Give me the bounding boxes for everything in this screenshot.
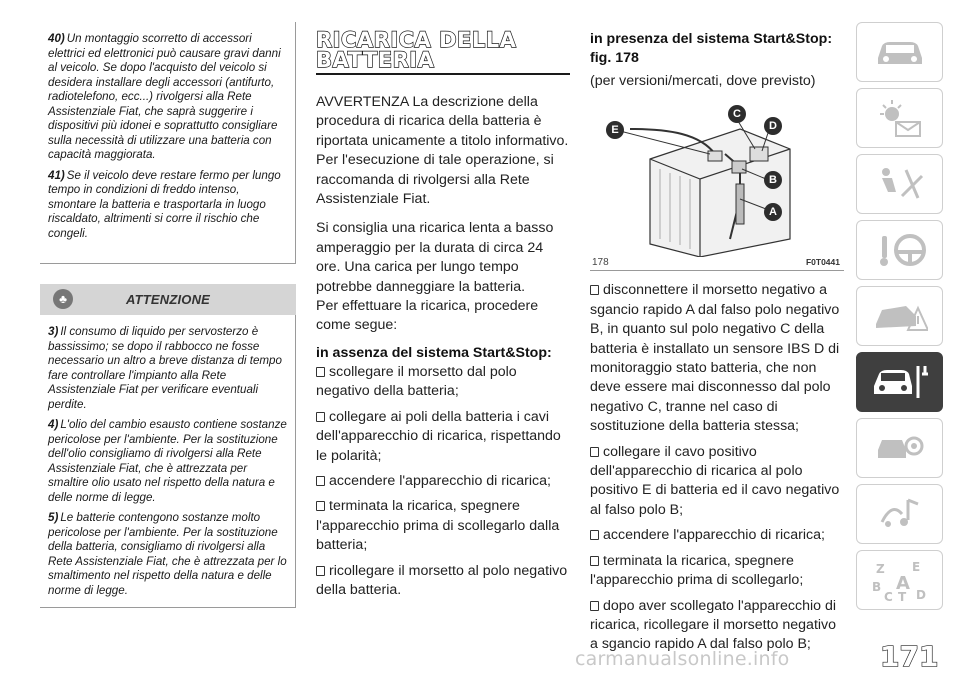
tab-warning-lights[interactable] bbox=[856, 88, 943, 148]
step-item: dopo aver scollegato l'apparecchio di ricarica, ricollegare il morsetto negativo a sgancio rapido A dal falso polo B; bbox=[590, 597, 837, 653]
checkbox-bullet-icon bbox=[316, 501, 325, 511]
svg-text:A: A bbox=[895, 573, 910, 594]
figure-number: 178 bbox=[592, 257, 609, 269]
tab-steering[interactable] bbox=[856, 220, 943, 280]
checkbox-bullet-icon bbox=[590, 530, 599, 540]
attention-note-5: 5) Le batterie contengono sostanze molto pericolose per l'ambiente. Per la sostituzione della batteria, consigliamo di rivolgersi alla Rete Assistenziale Fiat, che è attrezzata per lo smaltimento nel rispetto della natura e delle norme di legge. bbox=[48, 511, 287, 597]
svg-text:C: C bbox=[883, 590, 893, 603]
advice-paragraph: Si consiglia una ricarica lenta a basso amperaggio per la durata di circa 24 ore. Una carica per lungo tempo potrebbe danneggiare la batteria. bbox=[316, 220, 554, 295]
car-dashboard-icon bbox=[872, 32, 928, 72]
step-item: scollegare il morsetto dal polo negativo della batteria; bbox=[316, 363, 517, 400]
attention-note-4: 4) L'olio del cambio esausto contiene sostanze pericolose per l'ambiente. Per la sostituzione dell'olio consigliamo di rivolgersi alla Rete Assistenziale Fiat, che è attrezzata per smaltire olio usato nel rispetto della natura e delle norme di legge. bbox=[48, 418, 287, 504]
label-a: A bbox=[764, 203, 782, 221]
tab-car-maintenance[interactable] bbox=[856, 352, 943, 412]
step-item: disconnettere il morsetto negativo a sgancio rapido A dal falso polo negativo B, in quanto sul polo negativo C della batteria è installato un sensore IBS D di monitoraggio stato batteria, che non deve essere mai disconnesso dal polo negativo C, tranne nel caso di sostituzione della batteria stessa; bbox=[590, 282, 840, 435]
battery-illustration bbox=[590, 99, 844, 257]
environment-tree-icon: ♣ bbox=[53, 289, 73, 309]
section-title-line1: RICARICA DELLA bbox=[316, 28, 517, 52]
attention-box bbox=[40, 315, 296, 608]
tab-car-dashboard[interactable] bbox=[856, 22, 943, 82]
svg-text:Z: Z bbox=[875, 562, 885, 576]
checkbox-bullet-icon bbox=[590, 285, 599, 295]
svg-text:B: B bbox=[871, 580, 881, 594]
notes-box bbox=[40, 22, 296, 264]
label-d: D bbox=[764, 117, 782, 135]
svg-text:D: D bbox=[915, 588, 926, 602]
battery-figure bbox=[590, 99, 844, 257]
checkbox-bullet-icon bbox=[590, 447, 599, 457]
step-item: terminata la ricarica, spegnere l'apparecchio prima di scollegarlo dalla batteria; bbox=[316, 498, 560, 554]
right-column bbox=[590, 30, 846, 655]
title-divider bbox=[316, 73, 570, 75]
multimedia-icon bbox=[872, 492, 928, 536]
label-c: C bbox=[728, 105, 746, 123]
checkbox-bullet-icon bbox=[316, 566, 325, 576]
page-number: 171 bbox=[880, 640, 939, 673]
note-40: 40) Un montaggio scorretto di accessori elettrici ed elettronici può causare gravi danni al veicolo. Se dopo l'acquisto del veicolo si desidera installare degli accessori (antifurto, radiotelefono, ecc...) rivolgersi alla Rete Assistenziale Fiat, che saprà suggerire i dispositivi più idonei e soprattutto consigliare sulla necessità di utilizzare una batteria con capacità maggiorata. bbox=[48, 32, 281, 161]
step-item: collegare il cavo positivo dell'apparecchio di ricarica al polo positivo E di batteria ed il cavo negativo al falso polo B; bbox=[590, 443, 840, 518]
subhead-start-stop: in presenza del sistema Start&Stop: fig. 178 bbox=[590, 31, 833, 66]
watermark: carmanualsonline.info bbox=[575, 648, 790, 670]
attention-header bbox=[40, 284, 296, 315]
figure-caption bbox=[590, 257, 844, 271]
emergency-icon bbox=[872, 294, 928, 338]
checkbox-bullet-icon bbox=[316, 412, 325, 422]
step-item: ricollegare il morsetto al polo negativo della batteria. bbox=[316, 562, 568, 598]
step-item: accendere l'apparecchio di ricarica; bbox=[316, 472, 570, 491]
attention-note-3: 3) Il consumo di liquido per servosterzo è bassissimo; se dopo il rabbocco ne fosse necessario un altro a breve distanza di tempo fare controllare l'impianto alla Rete Assistenziale Fiat per verificare eventuali perdite. bbox=[48, 325, 282, 411]
steering-wheel-icon bbox=[872, 228, 928, 272]
checkbox-bullet-icon bbox=[590, 601, 599, 611]
warning-lights-icon bbox=[872, 96, 928, 140]
svg-text:T: T bbox=[897, 590, 906, 603]
checkbox-bullet-icon bbox=[316, 367, 325, 377]
svg-text:E: E bbox=[911, 560, 920, 574]
procedure-intro: Per effettuare la ricarica, procedere come segue: bbox=[316, 298, 539, 334]
step-item: collegare ai poli della batteria i cavi dell'apparecchio di ricarica, rispettando le polarità; bbox=[316, 408, 561, 464]
label-e: E bbox=[606, 121, 624, 139]
version-note: (per versioni/mercati, dove previsto) bbox=[590, 73, 816, 89]
tab-index[interactable] bbox=[856, 550, 943, 610]
step-item: terminata la ricarica, spegnere l'apparecchio prima di scollegarlo; bbox=[590, 552, 804, 589]
step-item: accendere l'apparecchio di ricarica; bbox=[590, 526, 846, 545]
index-alphabet-icon bbox=[870, 557, 930, 603]
warning-paragraph: AVVERTENZA La descrizione della procedura di ricarica della batteria è riportata unicamente a titolo informativo. Per l'esecuzione di tale operazione, si raccomanda di rivolgersi alla Rete Assistenziale Fiat. bbox=[316, 94, 569, 208]
chapter-tabs bbox=[856, 22, 943, 616]
subhead-no-start-stop: in assenza del sistema Start&Stop: bbox=[316, 344, 552, 361]
tab-safety[interactable] bbox=[856, 154, 943, 214]
technical-data-icon bbox=[872, 426, 928, 470]
note-41: 41) Se il veicolo deve restare fermo per lungo tempo in condizioni di freddo intenso, smontare la batteria e trasportarla in luogo riscaldato, altrimenti si corre il rischio che congeli. bbox=[48, 168, 281, 240]
tab-multimedia[interactable] bbox=[856, 484, 943, 544]
checkbox-bullet-icon bbox=[590, 556, 599, 566]
attention-title: ATTENZIONE bbox=[125, 292, 211, 307]
car-maintenance-icon bbox=[870, 360, 930, 404]
safety-airbag-icon bbox=[872, 162, 928, 206]
tab-technical-data[interactable] bbox=[856, 418, 943, 478]
label-b: B bbox=[764, 171, 782, 189]
section-title-line2: BATTERIA bbox=[316, 48, 435, 72]
tab-emergency[interactable] bbox=[856, 286, 943, 346]
figure-code: F0T0441 bbox=[805, 257, 840, 268]
middle-column bbox=[316, 30, 570, 600]
checkbox-bullet-icon bbox=[316, 476, 325, 486]
